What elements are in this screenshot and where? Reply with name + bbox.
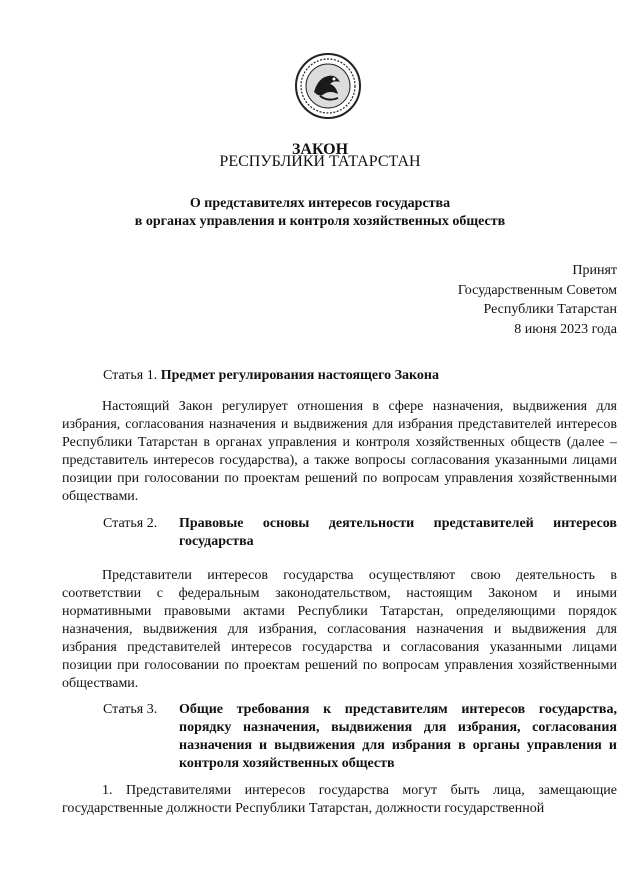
article-1-title: Предмет регулирования настоящего Закона — [160, 368, 439, 383]
article-2-title: Правовые основы деятельности представителей интересов государства — [179, 516, 617, 549]
article-2-heading — [103, 515, 617, 551]
article-1-heading — [103, 367, 439, 385]
adopted-label: Принят — [572, 263, 617, 278]
article-3-heading — [103, 701, 617, 773]
law-republic: РЕСПУБЛИКИ ТАТАРСТАН — [219, 153, 421, 170]
article-2-label: Статья 2. — [103, 516, 158, 531]
article-3-label: Статья 3. — [103, 702, 158, 717]
law-subject-line-1: О представителях интересов государства — [189, 196, 451, 211]
law-subject-line-2: в органах управления и контроля хозяйственных обществ — [134, 214, 506, 229]
article-2-paragraph: Представители интересов государства осуществляют свою деятельность в соответствии с федеральным законодательством, настоящим Законом и иными нормативными правовыми актами Республики Татарстан, определяющими порядок назначения, выдвижения для избрания, согласования назначения и выдвижения для избрания представителей интересов государства и согласования указанными лицами позиции при голосовании по проектам решений по вопросам управления хозяйственными обществами. — [62, 568, 617, 691]
coat-of-arms-emblem — [294, 52, 362, 120]
adoption-block — [458, 261, 617, 339]
law-title: ЗАКОН — [291, 141, 349, 158]
article-1-label: Статья 1. — [103, 368, 158, 383]
article-3-paragraph: 1. Представителями интересов государства могут быть лица, замещающие государственные должности Республики Татарстан, должности государственной — [62, 783, 617, 816]
law-subject — [0, 195, 640, 231]
adopted-republic: Республики Татарстан — [483, 302, 617, 317]
article-3-title: Общие требования к представителям интересов государства, порядку назначения, выдвижения для избрания, согласования назначения и выдвижения для избрания в органы управления и контроля хозяйственных обществ — [179, 702, 617, 771]
adopted-by: Государственным Советом — [457, 282, 617, 298]
article-1-paragraph: Настоящий Закон регулирует отношения в сфере назначения, выдвижения для избрания, согласования назначения и выдвижения для избрания представителей интересов Республики Татарстан в органах управления и контроля хозяйственных обществ (далее – представитель интересов государства), а также вопросы согласования указанными лицами позиции при голосовании по проектам решений по вопросам управления хозяйственными обществами. — [62, 399, 617, 504]
adoption-date: 8 июня 2023 года — [514, 321, 617, 337]
